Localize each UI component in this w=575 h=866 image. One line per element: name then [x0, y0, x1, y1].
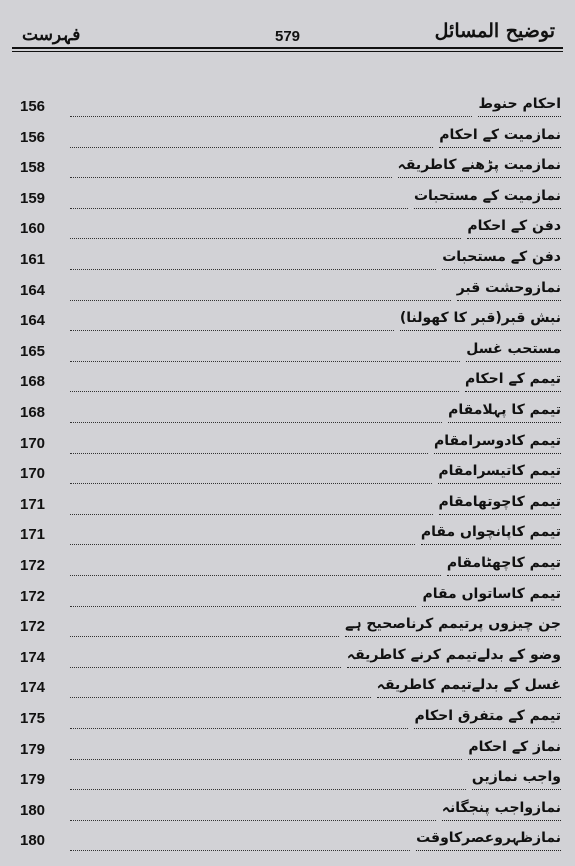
toc-entry-title: تیمم کاساتواں مقام — [422, 584, 561, 607]
page-number: 579 — [274, 28, 301, 45]
toc-entry-title: تیمم کاچوتھامقام — [439, 492, 562, 515]
toc-leader-dots — [70, 453, 428, 454]
toc-page-number: 175 — [20, 710, 46, 727]
toc-page-number: 164 — [20, 281, 46, 299]
toc-entry-title: وضو کے بدلےتیمم کرنے کاطریقہ — [347, 645, 561, 668]
toc-page-number: 160 — [20, 220, 46, 238]
toc-entry-title: تیمم کادوسرامقام — [434, 431, 561, 454]
toc-leader-dots — [70, 483, 432, 484]
toc-entry-title: نمازوحشت قبر — [457, 278, 561, 301]
toc-entry — [0, 828, 575, 858]
toc-page-number: 168 — [20, 373, 46, 391]
toc-entry — [0, 706, 575, 736]
toc-page-number: 172 — [20, 587, 46, 605]
toc-page-number: 158 — [20, 159, 46, 177]
toc-entry — [0, 522, 575, 552]
toc-entry — [0, 553, 575, 583]
toc-leader-dots — [70, 514, 433, 515]
toc-entry-title: نمازمیت کے احکام — [439, 125, 561, 148]
toc-entry-title: غسل کے بدلےتیمم کاطریقہ — [377, 675, 561, 698]
toc-leader-dots — [70, 208, 408, 209]
toc-entry — [0, 186, 575, 216]
toc-leader-dots — [70, 789, 466, 790]
toc-leader-dots — [70, 606, 416, 607]
toc-leader-dots — [70, 391, 459, 392]
toc-entry — [0, 247, 575, 277]
toc-page-number: 180 — [20, 801, 46, 819]
toc-entry-title: نمازمیت کے مستحبات — [414, 186, 561, 209]
toc-entry-title: واجب نمازیں — [472, 767, 561, 790]
toc-leader-dots — [70, 850, 410, 851]
toc-entry-title: دفن کے مستحبات — [442, 247, 561, 270]
section-title: فہرست — [22, 25, 81, 45]
toc-leader-dots — [70, 300, 451, 301]
toc-entry — [0, 94, 575, 124]
toc-entry — [0, 369, 575, 399]
toc-page-number: 168 — [20, 404, 46, 421]
toc-page-number: 165 — [20, 342, 46, 360]
toc-entry — [0, 431, 575, 461]
toc-leader-dots — [70, 116, 472, 117]
toc-leader-dots — [70, 636, 339, 637]
toc-page-number: 156 — [20, 98, 46, 115]
toc-entry-title: نبش قبر(قبر کا کھولنا) — [400, 308, 561, 331]
toc-entry-title: نماز کے احکام — [468, 737, 561, 760]
toc-leader-dots — [70, 177, 392, 178]
toc-page-number: 179 — [20, 771, 46, 789]
toc-page-number: 172 — [20, 618, 46, 636]
toc-entry-title: تیمم کاتیسرامقام — [438, 461, 561, 484]
toc-entry-title: نمازواجب پنجگانہ — [442, 798, 561, 821]
toc-entry — [0, 645, 575, 675]
toc-page-number: 161 — [20, 251, 46, 268]
toc-entry-title: جن چیزوں پرتیمم کرناصحیح ہے — [345, 614, 561, 637]
toc-entry-title: تیمم کاپانچواں مقام — [421, 522, 561, 545]
toc-entry-title: تیمم کاچھٹامقام — [447, 553, 561, 576]
toc-page-number: 170 — [20, 434, 46, 452]
page-header — [12, 14, 563, 50]
toc-entry — [0, 767, 575, 797]
toc-entry — [0, 614, 575, 644]
toc-entry — [0, 125, 575, 155]
toc-entry-title: تیمم کا پہلامقام — [448, 400, 561, 423]
toc-leader-dots — [70, 147, 433, 148]
toc-entry-title: تیمم کے متفرق احکام — [414, 706, 561, 729]
toc-leader-dots — [70, 575, 441, 576]
toc-page-number: 172 — [20, 557, 46, 574]
toc-entry — [0, 675, 575, 705]
toc-leader-dots — [70, 238, 461, 239]
toc-leader-dots — [70, 269, 436, 270]
toc-entry-title: مستحب غسل — [466, 339, 561, 362]
toc-entry — [0, 278, 575, 308]
toc-leader-dots — [70, 330, 394, 331]
toc-page-number: 180 — [20, 832, 46, 850]
toc-leader-dots — [70, 544, 415, 545]
book-title: توضیح المسائل — [434, 20, 555, 42]
toc-page-number: 179 — [20, 740, 46, 758]
toc-entry — [0, 461, 575, 491]
toc-entry-title: احکام حنوط — [478, 94, 561, 117]
toc-entry — [0, 737, 575, 767]
toc-page-number: 171 — [20, 526, 46, 544]
toc-leader-dots — [70, 667, 341, 668]
header-rule-thin — [12, 51, 563, 52]
toc-leader-dots — [70, 697, 371, 698]
toc-page-number: 159 — [20, 189, 46, 207]
toc-entry-title: دفن کے احکام — [467, 216, 561, 239]
toc-entry — [0, 216, 575, 246]
toc-page-number: 156 — [20, 128, 46, 146]
toc-entry — [0, 155, 575, 185]
toc-page-number: 170 — [20, 465, 46, 483]
toc-entry-title: تیمم کے احکام — [465, 369, 561, 392]
toc-entry — [0, 492, 575, 522]
toc-leader-dots — [70, 820, 436, 821]
toc-page-number: 174 — [20, 648, 46, 666]
toc-leader-dots — [70, 759, 462, 760]
toc-entry — [0, 308, 575, 338]
toc-page-number: 164 — [20, 312, 46, 330]
toc-entry-title: نمازظہروعصرکاوقت — [416, 828, 561, 851]
toc-entry — [0, 798, 575, 828]
toc-entry-title: نمازمیت پڑھنے کاطریقہ — [398, 155, 561, 178]
header-rule — [12, 47, 563, 49]
toc-leader-dots — [70, 422, 442, 423]
toc-page-number: 171 — [20, 495, 46, 513]
toc-leader-dots — [70, 361, 460, 362]
toc-entry — [0, 400, 575, 430]
toc-page-number: 174 — [20, 679, 46, 697]
toc-entry — [0, 584, 575, 614]
toc-entry — [0, 339, 575, 369]
toc-leader-dots — [70, 728, 408, 729]
